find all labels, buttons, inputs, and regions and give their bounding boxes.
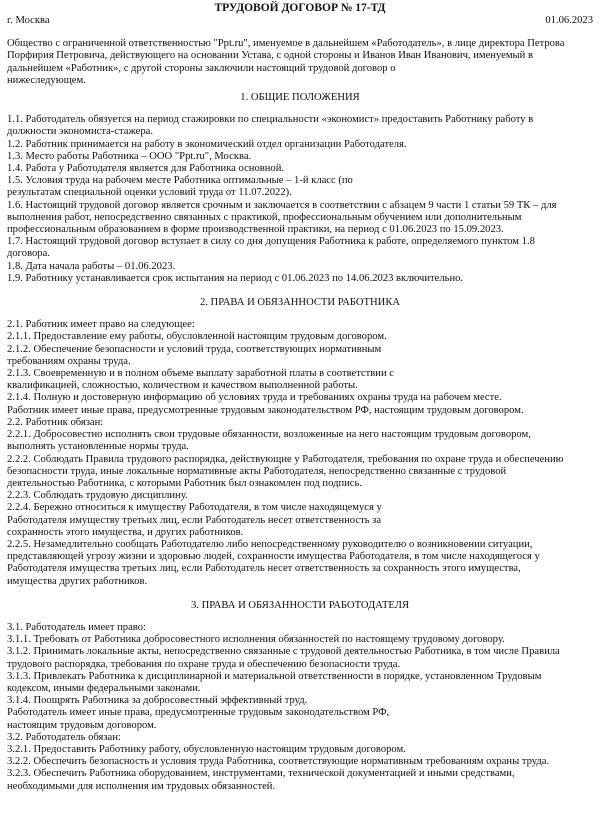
section-title: 2. ПРАВА И ОБЯЗАННОСТИ РАБОТНИКА — [199, 297, 401, 309]
section-title: 1. ОБЩИЕ ПОЛОЖЕНИЯ — [240, 92, 360, 104]
clause-line: Работодателя имущества третьих лиц, если Работодатель несет ответственность за сохранность этого имущества, — [7, 563, 521, 575]
clause-line: 3.2.2. Обеспечить безопасность и условия труда Работника, соответствующие нормативным требованиям охраны труда. — [7, 756, 550, 768]
clause-line: 2.1.3. Своевременную и в полном объеме выплату заработной платы в соответствии с — [7, 368, 394, 380]
clause-line: имущества других работников. — [7, 575, 148, 587]
clause-line: представляющей угрозу жизни и здоровью людей, сохранности имущества Работодателя, в том числе находящегося у — [7, 551, 540, 563]
clause-line: 2.2.1. Добросовестно исполнять свои трудовые обязанности, возложенные на него настоящим трудовым договором, — [7, 429, 531, 441]
intro-line: дальнейшем «Работник», с другой стороны заключили настоящий трудовой договор о — [7, 62, 396, 74]
intro-paragraph — [7, 38, 593, 87]
clause-line: необходимыми для исполнения им трудовых обязанностей. — [7, 780, 276, 792]
clause-line: настоящим трудовым договором. — [7, 719, 157, 731]
clause-line: Работник имеет иные права, предусмотренные трудовым законодательством РФ, настоящим трудовым договором. — [7, 404, 524, 416]
document-date: 01.06.2023 — [545, 15, 593, 26]
clause-line: выполнять установленные нормы труда. — [7, 441, 189, 453]
clause-line: 1.6. Настоящий трудовой договор является срочным и заключается в соответствии с абзацем 9 части 1 статьи 59 ТК – для — [7, 199, 557, 211]
section-body — [7, 622, 593, 793]
clause-line: 2.2.4. Бережно относиться к имуществу Работодателя, в том числе находящемуся у — [7, 502, 382, 514]
document-title: ТРУДОВОЙ ДОГОВОР № 17-ТД — [214, 2, 386, 14]
clause-line: 3.2.3. Обеспечить Работника оборудованием, инструментами, технической документацией и иными средствами, — [7, 768, 515, 780]
section-body — [7, 114, 593, 285]
clause-line: требованиям охраны труда. — [7, 355, 131, 367]
clause-line: профессиональным образованием в форме производственной практики, на период с 01.06.2023 по 15.09.2023. — [7, 224, 504, 236]
clause-line: договора. — [7, 248, 50, 260]
clause-line: выполнения работ, непосредственно связанных с практикой, профессиональным обучением или дополнительным — [7, 211, 522, 223]
clause-line: 2.1.4. Полную и достоверную информацию об условиях труда и требованиях охраны труда на рабочем месте. — [7, 392, 502, 404]
clause-line: кодексом, иными федеральными законами. — [7, 682, 201, 694]
clause-line: 1.2. Работник принимается на работу в экономический отдел организации Работодателя. — [7, 138, 407, 150]
clause-line: 2.1.1. Предоставление ему работы, обусловленной настоящим трудовым договором. — [7, 331, 387, 343]
clause-line: 3.1.3. Привлекать Работника к дисциплинарной и материальной ответственности в порядке, установленном Трудовым — [7, 670, 542, 682]
clause-line: 3.2.1. Предоставить Работнику работу, обусловленную настоящим трудовым договором. — [7, 743, 406, 755]
intro-line: Порфирия Петровича, действующего на основании Устава, с одной стороны и Иванов Иван Иванович, именуемый в — [7, 50, 533, 62]
clause-line: 2.2.5. Незамедлительно сообщать Работодателю либо непосредственному руководителю о возникновении ситуации, — [7, 538, 533, 550]
clause-line: деятельностью Работника, с которыми Работник был ознакомлен под подпись. — [7, 477, 362, 489]
sections-container — [7, 92, 593, 793]
clause-line: должности экономиста-стажера. — [7, 126, 154, 138]
section-body — [7, 319, 593, 587]
clause-line: 2.1. Работник имеет право на следующее: — [7, 319, 195, 331]
clause-line: 3.1. Работодатель имеет право: — [7, 621, 146, 633]
clause-line: 2.2. Работник обязан: — [7, 416, 104, 428]
clause-line: 1.8. Дата начала работы – 01.06.2023. — [7, 260, 176, 272]
document-city: г. Москва — [7, 15, 50, 26]
clause-line: 2.2.2. Соблюдать Правила трудового распорядка, действующие у Работодателя, требования по охране труда и обеспечению — [7, 453, 564, 465]
clause-line: 3.1.4. Поощрять Работника за добросовестный эффективный труд. — [7, 695, 308, 707]
clause-line: 1.7. Настоящий трудовой договор вступает в силу со дня допущения Работника к работе, определяемого пунктом 1.8 — [7, 236, 535, 248]
clause-line: 3.2. Работодатель обязан: — [7, 731, 121, 743]
clause-line: 1.3. Место работы Работника – ООО "Ppt.ru", Москва. — [7, 150, 252, 162]
clause-line: сохранность этого имущества, и других работников. — [7, 526, 244, 538]
clause-line: 1.9. Работнику устанавливается срок испытания на период с 01.06.2023 по 14.06.2023 включительно. — [7, 272, 464, 284]
clause-line: квалификацией, сложностью, количеством и качеством выполненной работы. — [7, 380, 358, 392]
clause-line: результатам специальной оценки условий труда от 11.07.2022). — [7, 187, 292, 199]
intro-line: Общество с ограниченной ответственностью "Ppt.ru", именуемое в дальнейшем «Работодатель», в лице директора Петрова — [7, 38, 565, 50]
clause-line: 3.1.2. Принимать локальные акты, непосредственно связанные с трудовой деятельностью Работника, в том числе Правила — [7, 646, 560, 658]
document-meta-row — [7, 15, 593, 27]
clause-line: безопасности труда, иные локальные нормативные акты Работодателя, непосредственно связанные с трудовой — [7, 465, 507, 477]
clause-line: 1.1. Работодатель обязуется на период стажировки по специальности «экономист» предоставить Работнику работу в — [7, 114, 534, 126]
clause-line: 2.2.3. Соблюдать трудовую дисциплину. — [7, 490, 188, 502]
section-title: 3. ПРАВА И ОБЯЗАННОСТИ РАБОТОДАТЕЛЯ — [190, 599, 410, 611]
clause-line: Работодателя имуществу третьих лиц, если Работодатель несет ответственность за — [7, 514, 382, 526]
clause-line: Работодатель имеет иные права, предусмотренные трудовым законодательством РФ, — [7, 707, 390, 719]
clause-line: 1.5. Условия труда на рабочем месте Работника оптимальные – 1-й класс (по — [7, 175, 353, 187]
intro-line: нижеследующем. — [7, 74, 86, 86]
clause-line: 2.1.2. Обеспечение безопасности и условий труда, соответствующих нормативным — [7, 343, 382, 355]
clause-line: трудового распорядка, требования по охране труда и обеспечению безопасности труда. — [7, 658, 401, 670]
clause-line: 3.1.1. Требовать от Работника добросовестного исполнения обязанностей по настоящему трудовому договору. — [7, 634, 505, 646]
clause-line: 1.4. Работа у Работодателя является для Работника основной. — [7, 163, 285, 175]
